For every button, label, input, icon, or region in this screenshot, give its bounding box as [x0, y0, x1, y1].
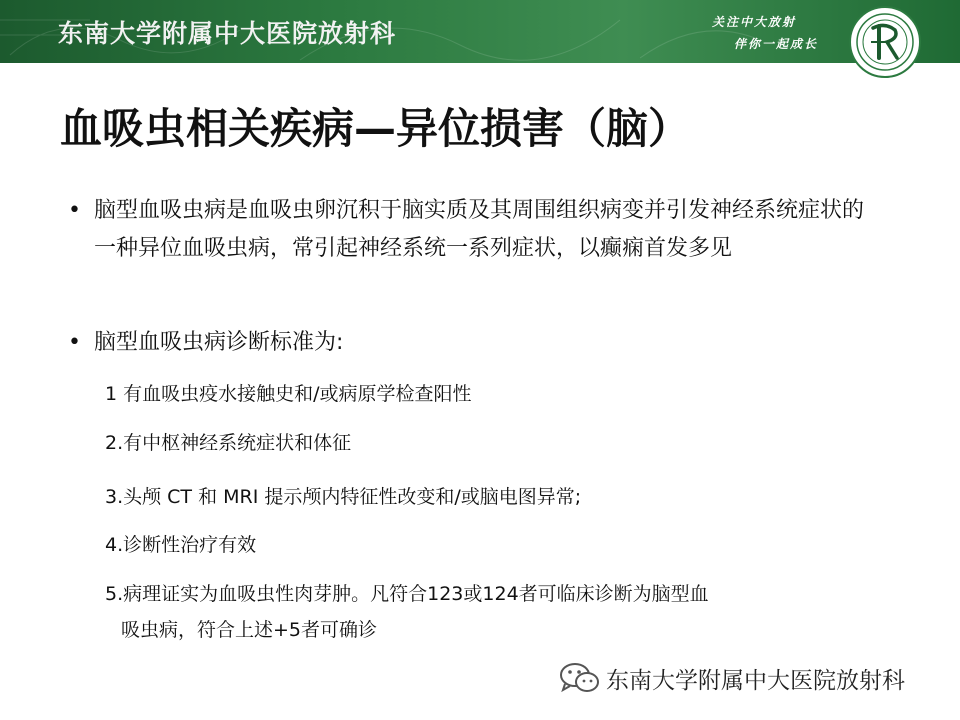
slogan-line-1: 关注中大放射: [712, 15, 797, 29]
bullet-dot: •: [68, 198, 81, 223]
criteria-item: 3.头颅 CT 和 MRI 提示颅内特征性改变和/或脑电图异常;: [105, 486, 582, 508]
criteria-5-line-2: 吸虫病，符合上述+5者可确诊: [121, 619, 378, 641]
header-bar: [0, 0, 960, 63]
bullet-text: 脑型血吸虫病诊断标准为:: [94, 330, 344, 355]
slogan-line-2: 伴你一起成长: [734, 37, 819, 51]
criteria-item: 2.有中枢神经系统症状和体征: [105, 432, 352, 454]
bullet-text: 脑型血吸虫病是血吸虫卵沉积于脑实质及其周围组织病变并引发神经系统症状的一种异位血吸虫病，常引起神经系统一系列症状，以癫痫首发多见: [94, 198, 865, 261]
bullet-dot: •: [68, 330, 81, 355]
criteria-item: 4.诊断性治疗有效: [105, 534, 257, 556]
wechat-icon: [558, 661, 602, 695]
header-title: 东南大学附属中大医院放射科: [58, 19, 397, 48]
criteria-5-line-1: 5.病理证实为血吸虫性肉芽肿。凡符合123或124者可临床诊断为脑型血: [105, 583, 709, 605]
criteria-item: [105, 576, 865, 648]
slide-title: 血吸虫相关疾病—异位损害（脑）: [60, 104, 691, 153]
hospital-logo-icon: [843, 4, 927, 88]
footer-text: 东南大学附属中大医院放射科: [606, 667, 905, 694]
criteria-item: 1 有血吸虫疫水接触史和/或病原学检查阳性: [105, 383, 472, 405]
footer-watermark: [558, 660, 905, 696]
